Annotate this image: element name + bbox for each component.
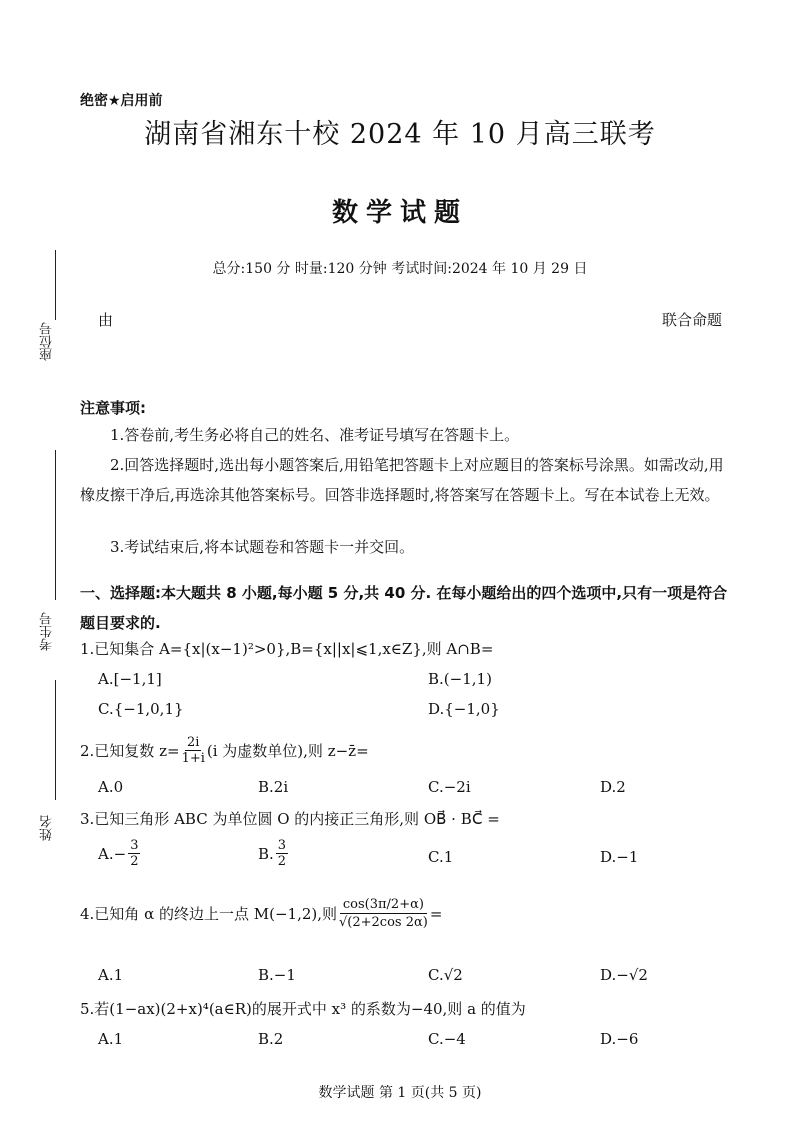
fraction-numerator: 2i [187, 735, 200, 750]
fraction-denominator: 2 [277, 854, 287, 869]
option-letter: B. [258, 844, 274, 863]
question-3-stem: 3.已知三角形 ABC 为单位圆 O 的内接正三角形,则 OB⃗ · BC⃗ = [80, 810, 500, 828]
question-2-suffix: (i 为虚数单位),则 z−z̄= [206, 742, 369, 760]
notes-title: 注意事项: [80, 399, 146, 417]
option-letter: A. [98, 844, 114, 863]
question-4-fraction [339, 896, 428, 931]
fraction-numerator: cos(3π/2+α) [340, 896, 427, 914]
question-1-option-a: A.[−1,1] [98, 670, 162, 688]
question-2-option-d: D.2 [600, 778, 626, 796]
note-item: 1.答卷前,考生务必将自己的姓名、准考证号填写在答题卡上。 [110, 426, 520, 444]
secret-mark: 绝密★启用前 [80, 93, 163, 109]
question-1-stem: 1.已知集合 A={x|(x−1)²>0},B={x||x|⩽1,x∈Z},则 A∩B= [80, 640, 494, 658]
question-1-option-d: D.{−1,0} [428, 700, 500, 718]
exam-info: 总分:150 分 时量:120 分钟 考试时间:2024 年 10 月 29 日 [212, 261, 588, 277]
fraction-denominator: 2 [130, 854, 139, 869]
question-5-stem: 5.若(1−ax)(2+x)⁴(a∈R)的展开式中 x³ 的系数为−40,则 a 的值为 [80, 1000, 526, 1018]
question-2-prefix: 2.已知复数 z= [80, 742, 180, 760]
question-4-stem [80, 896, 442, 931]
seat-number-label: 座位号 [40, 322, 55, 361]
fraction-numerator: 3 [130, 838, 139, 853]
question-5-option-b: B.2 [258, 1030, 284, 1048]
note-item: 2.回答选择题时,选出每小题答案后,用铅笔把答题卡上对应题目的答案标号涂黑。如需改动,用橡皮擦干净后,再选涂其他答案标号。回答非选择题时,将答案写在答题卡上。写在本试卷上无效。 [80, 456, 724, 504]
question-4-suffix: = [429, 904, 443, 923]
option-fraction [276, 838, 288, 869]
question-1-option-b: B.(−1,1) [428, 670, 492, 688]
binding-line [55, 680, 56, 800]
section-heading: 一、选择题:本大题共 8 小题,每小题 5 分,共 40 分. 在每小题给出的四个选项中,只有一项是符合题目要求的. [80, 584, 728, 632]
fraction-denominator: √(2+2cos 2α) [339, 915, 428, 930]
binding-line [55, 450, 56, 600]
question-2-option-b: B.2i [258, 778, 289, 796]
subject-title: 数学试题 [331, 198, 468, 228]
binding-line [55, 250, 56, 320]
question-2-fraction [182, 735, 205, 766]
question-4-option-b: B.−1 [258, 966, 296, 984]
setter-prefix: 由 [98, 311, 114, 329]
question-3-option-c: C.1 [428, 848, 454, 866]
question-4-option-d: D.−√2 [600, 966, 648, 984]
question-4-prefix: 4.已知角 α 的终边上一点 M(−1,2),则 [80, 905, 338, 923]
option-fraction [128, 838, 140, 869]
question-2-option-c: C.−2i [428, 778, 471, 796]
page-footer: 数学试题 第 1 页(共 5 页) [318, 1085, 482, 1101]
question-3-option-b [258, 838, 288, 869]
minus-sign: − [113, 844, 127, 863]
question-3-option-a [98, 838, 140, 869]
note-item: 3.考试结束后,将本试题卷和答题卡一并交回。 [110, 538, 415, 556]
question-5-option-a: A.1 [98, 1030, 124, 1048]
question-2-option-a: A.0 [98, 778, 124, 796]
question-1-option-c: C.{−1,0,1} [98, 700, 184, 718]
question-5-option-d: D.−6 [600, 1030, 639, 1048]
fraction-denominator: 1+i [181, 751, 205, 766]
exam-title: 湖南省湘东十校 2024 年 10 月高三联考 [144, 119, 656, 150]
fraction-numerator: 3 [277, 838, 287, 853]
question-4-option-c: C.√2 [428, 966, 463, 984]
exam-number-label: 考生号 [40, 612, 55, 651]
name-label: 姓名 [40, 815, 55, 841]
question-3-option-d: D.−1 [600, 848, 639, 866]
question-5-option-c: C.−4 [428, 1030, 466, 1048]
question-2-stem [80, 735, 369, 766]
setter-suffix: 联合命题 [662, 311, 723, 329]
question-4-option-a: A.1 [98, 966, 124, 984]
